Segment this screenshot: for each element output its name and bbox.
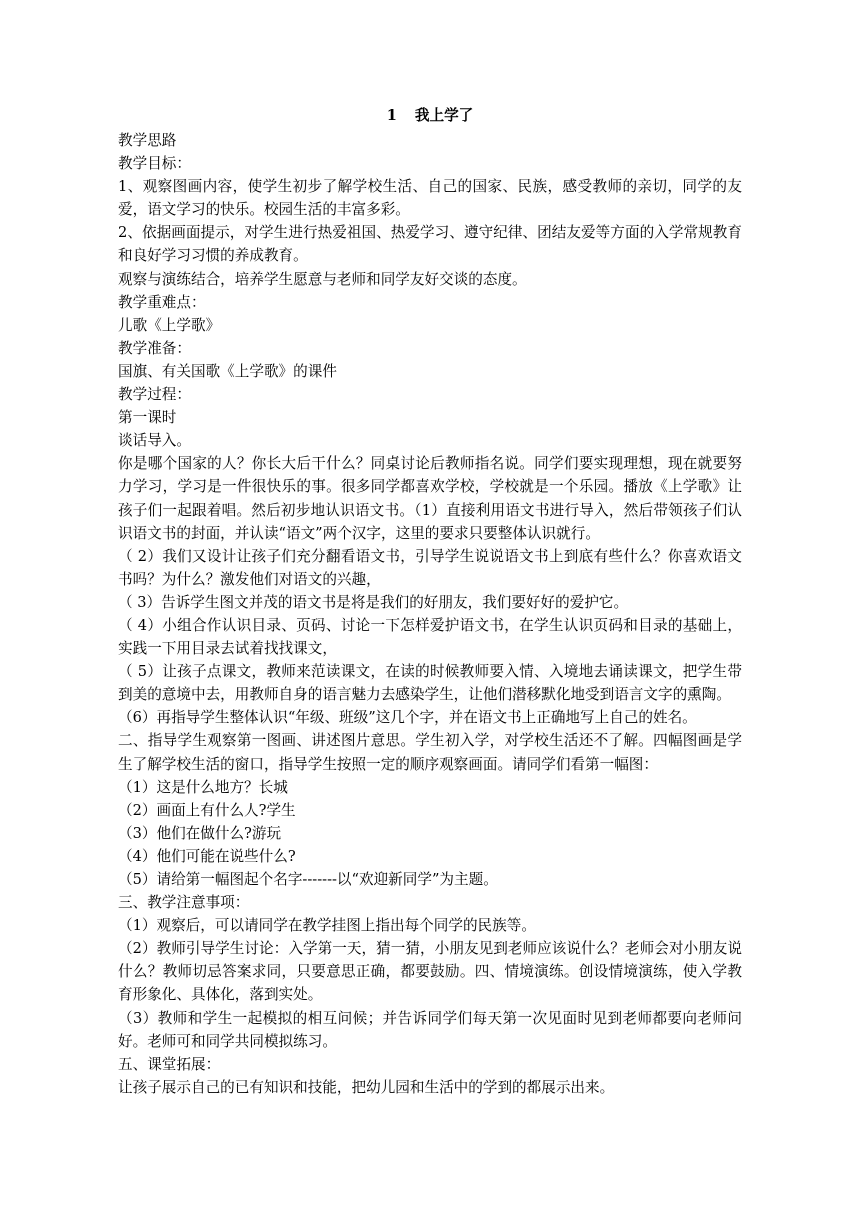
paragraph: 教学准备： (118, 339, 191, 357)
paragraph: 教学思路 (118, 132, 177, 149)
paragraph: （ 3）告诉学生图文并茂的语文书是将是我们的好朋友，我们要好好的爱护它。 (118, 593, 629, 611)
paragraph: （1）这是什么地方？长城 (118, 778, 288, 796)
lesson-title (118, 104, 742, 127)
paragraph: 2、依据画面提示，对学生进行热爱祖国、热爱学习、遵守纪律、团结友爱等方面的入学常规教育和良好学习习惯的养成教育。 (118, 224, 742, 265)
paragraph: 你是哪个国家的人？你长大后干什么？同桌讨论后教师指名说。同学们要实现理想，现在就要努力学习，学习是一件很快乐的事。很多同学都喜欢学校，学校就是一个乐园。播放《上学歌》让孩子们一起跟着唱。然后初步地认识语文书。（1）直接利用语文书进行导入，然后带领孩子们认识语文书的封面，并认读“语文”两个汉字，这里的要求只要整体认识就行。 (118, 455, 742, 542)
paragraph: （1）观察后，可以请同学在教学挂图上指出每个同学的民族等。 (118, 917, 536, 935)
lesson-number: 1 (386, 107, 397, 124)
paragraph: （5）请给第一幅图起个名字-------以“欢迎新同学”为主题。 (118, 871, 498, 888)
paragraph: 儿歌《上学歌》 (118, 316, 221, 334)
paragraph: （ 2）我们又设计让孩子们充分翻看语文书，引导学生说说语文书上到底有些什么？你喜欢语文书吗？为什么？激发他们对语文的兴趣， (118, 547, 742, 588)
paragraph: （ 5）让孩子点课文，教师来范读课文，在读的时候教师要入情、入境地去诵读课文，把学生带到美的意境中去，用教师自身的语言魅力去感染学生，让他们潜移默化地受到语言文字的熏陶。 (118, 663, 742, 704)
paragraph: 谈话导入。 (118, 432, 191, 450)
paragraph: 第一课时 (118, 409, 177, 427)
paragraph: （2）教师引导学生讨论：入学第一天，猜一猜，小朋友见到老师应该说什么？老师会对小朋友说什么？教师切忌答案求同，只要意思正确，都要鼓励。四、情境演练。创设情境演练，使入学教育形象化、具体化，落到实处。 (118, 940, 742, 1004)
paragraph: 1、观察图画内容，使学生初步了解学校生活、自己的国家、民族，感受教师的亲切，同学的友爱，语文学习的快乐。校园生活的丰富多彩。 (118, 178, 742, 219)
paragraph: 国旗、有关国歌《上学歌》的课件 (118, 362, 337, 380)
paragraph: （2）画面上有什么人?学生 (118, 801, 296, 819)
paragraph: 观察与演练结合，培养学生愿意与老师和同学友好交谈的态度。 (118, 270, 527, 288)
paragraph: 教学目标： (118, 155, 191, 173)
paragraph: 二、指导学生观察第一图画、讲述图片意思。学生初入学，对学校生活还不了解。四幅图画是学生了解学校生活的窗口，指导学生按照一定的顺序观察画面。请同学们看第一幅图： (118, 732, 742, 773)
paragraph: 教学过程： (118, 386, 191, 404)
lesson-title-text: 我上学了 (414, 107, 474, 124)
paragraph: （3）他们在做什么?游玩 (118, 824, 282, 842)
paragraph: 教学重难点： (118, 293, 206, 311)
paragraph: 让孩子展示自己的已有知识和技能，把幼儿园和生活中的学到的都展示出来。 (118, 1078, 615, 1096)
paragraph: （4）他们可能在说些什么? (118, 847, 296, 865)
paragraph: （ 4）小组合作认识目录、页码、讨论一下怎样爱护语文书，在学生认识页码和目录的基础上，实践一下用目录去试着找找课文， (118, 616, 742, 658)
paragraph: 三、教学注意事项： (118, 894, 250, 912)
paragraph: 五、课堂拓展： (118, 1055, 221, 1073)
paragraph: （6）再指导学生整体认识“年级、班级”这几个字，并在语文书上正确地写上自己的姓名。 (118, 709, 697, 727)
paragraph: （3）教师和学生一起模拟的相互问候；并告诉同学们每天第一次见面时见到老师都要向老师问好。老师可和同学共同模拟练习。 (118, 1009, 742, 1050)
document-body (118, 129, 742, 1099)
document-page (118, 104, 742, 1099)
